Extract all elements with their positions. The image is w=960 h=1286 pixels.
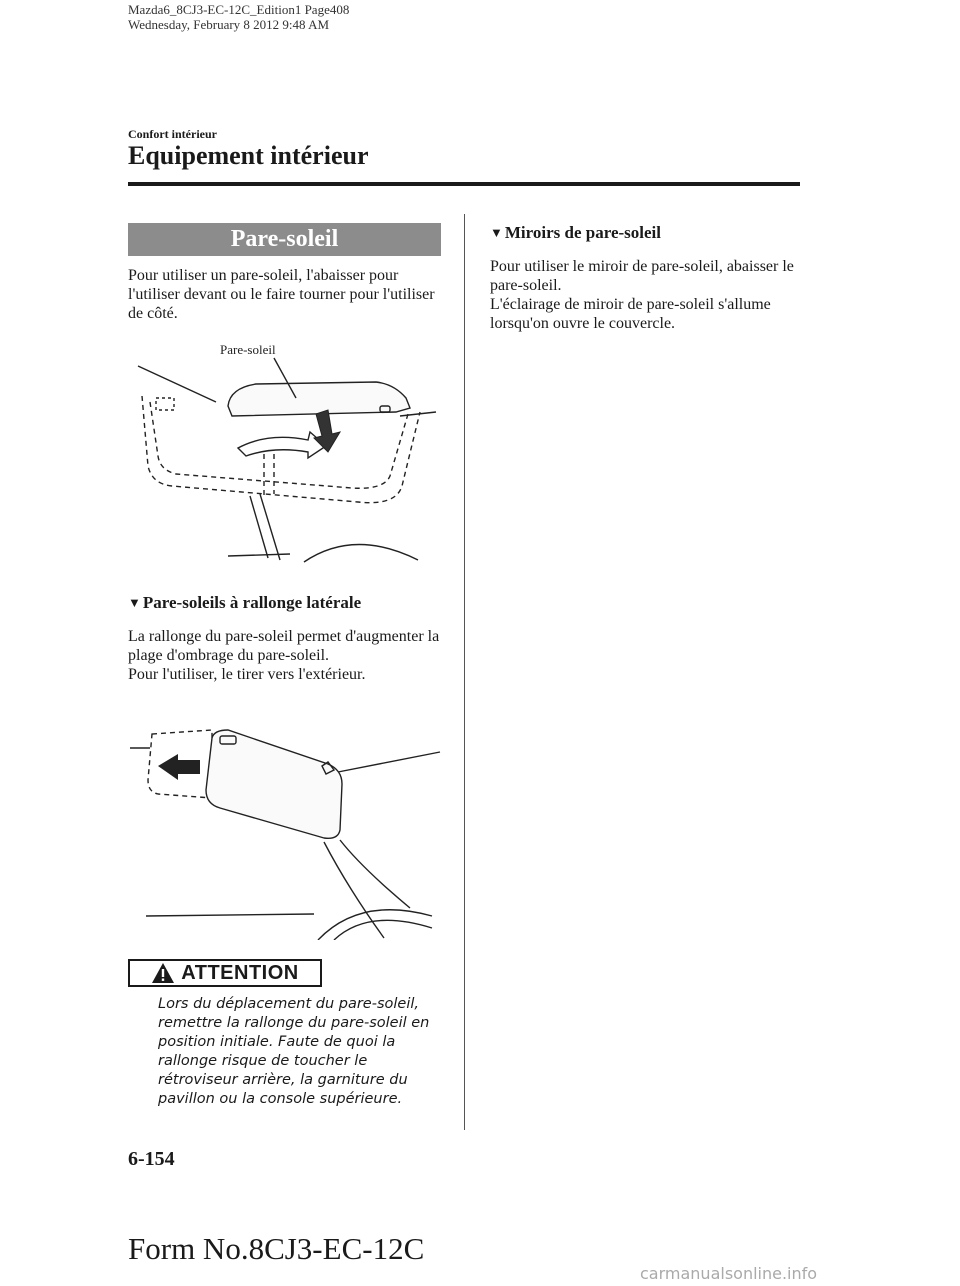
miroirs-text bbox=[490, 257, 800, 333]
section-title: Equipement intérieur bbox=[128, 141, 369, 170]
sun-visor-illustration bbox=[128, 336, 448, 572]
rallonge-text bbox=[128, 627, 448, 684]
miroirs-text-2: L'éclairage de miroir de pare-soleil s'allume lorsqu'on ouvre le couvercle. bbox=[490, 296, 771, 332]
miroirs-heading-text: Miroirs de pare-soleil bbox=[504, 223, 661, 242]
miroirs-heading bbox=[490, 222, 661, 244]
triangle-marker-icon: ▼ bbox=[128, 595, 141, 610]
rallonge-text-1: La rallonge du pare-soleil permet d'augmenter la plage d'ombrage du pare-soleil. bbox=[128, 628, 440, 664]
pare-soleil-intro: Pour utiliser un pare-soleil, l'abaisser pour l'utiliser devant ou le faire tourner pour l'utiliser de côté. bbox=[128, 267, 435, 322]
rallonge-text-2: Pour l'utiliser, le tirer vers l'extérieur. bbox=[128, 666, 366, 683]
miroirs-text-1: Pour utiliser le miroir de pare-soleil, abaisser le pare-soleil. bbox=[490, 258, 794, 294]
section-rule bbox=[128, 182, 800, 186]
attention-label-box bbox=[128, 959, 322, 987]
warning-triangle-icon bbox=[151, 962, 175, 984]
attention-text: Lors du déplacement du pare-soleil, remettre la rallonge du pare-soleil en position initiale. Faute de quoi la rallonge risque de toucher le rétroviseur arrière, la garniture du pavillon ou la console supérieure. bbox=[158, 996, 430, 1107]
header-file-line: Mazda6_8CJ3-EC-12C_Edition1 Page408 bbox=[128, 2, 350, 17]
pare-soleil-heading: Pare-soleil bbox=[128, 223, 441, 256]
form-number: Form No.8CJ3-EC-12C bbox=[128, 1231, 425, 1266]
page-number: 6-154 bbox=[128, 1148, 175, 1170]
section-category: Confort intérieur bbox=[128, 127, 217, 141]
triangle-marker-icon: ▼ bbox=[490, 225, 503, 240]
rallonge-heading-text: Pare-soleils à rallonge latérale bbox=[142, 593, 362, 612]
attention-label: ATTENTION bbox=[181, 961, 299, 984]
header-date-line: Wednesday, February 8 2012 9:48 AM bbox=[128, 17, 330, 32]
visor-extension-illustration bbox=[128, 718, 448, 940]
watermark: carmanualsonline.info bbox=[640, 1264, 818, 1283]
column-divider bbox=[464, 214, 465, 1130]
figure-label-pare-soleil: Pare-soleil bbox=[220, 342, 276, 357]
rallonge-heading bbox=[128, 592, 361, 614]
